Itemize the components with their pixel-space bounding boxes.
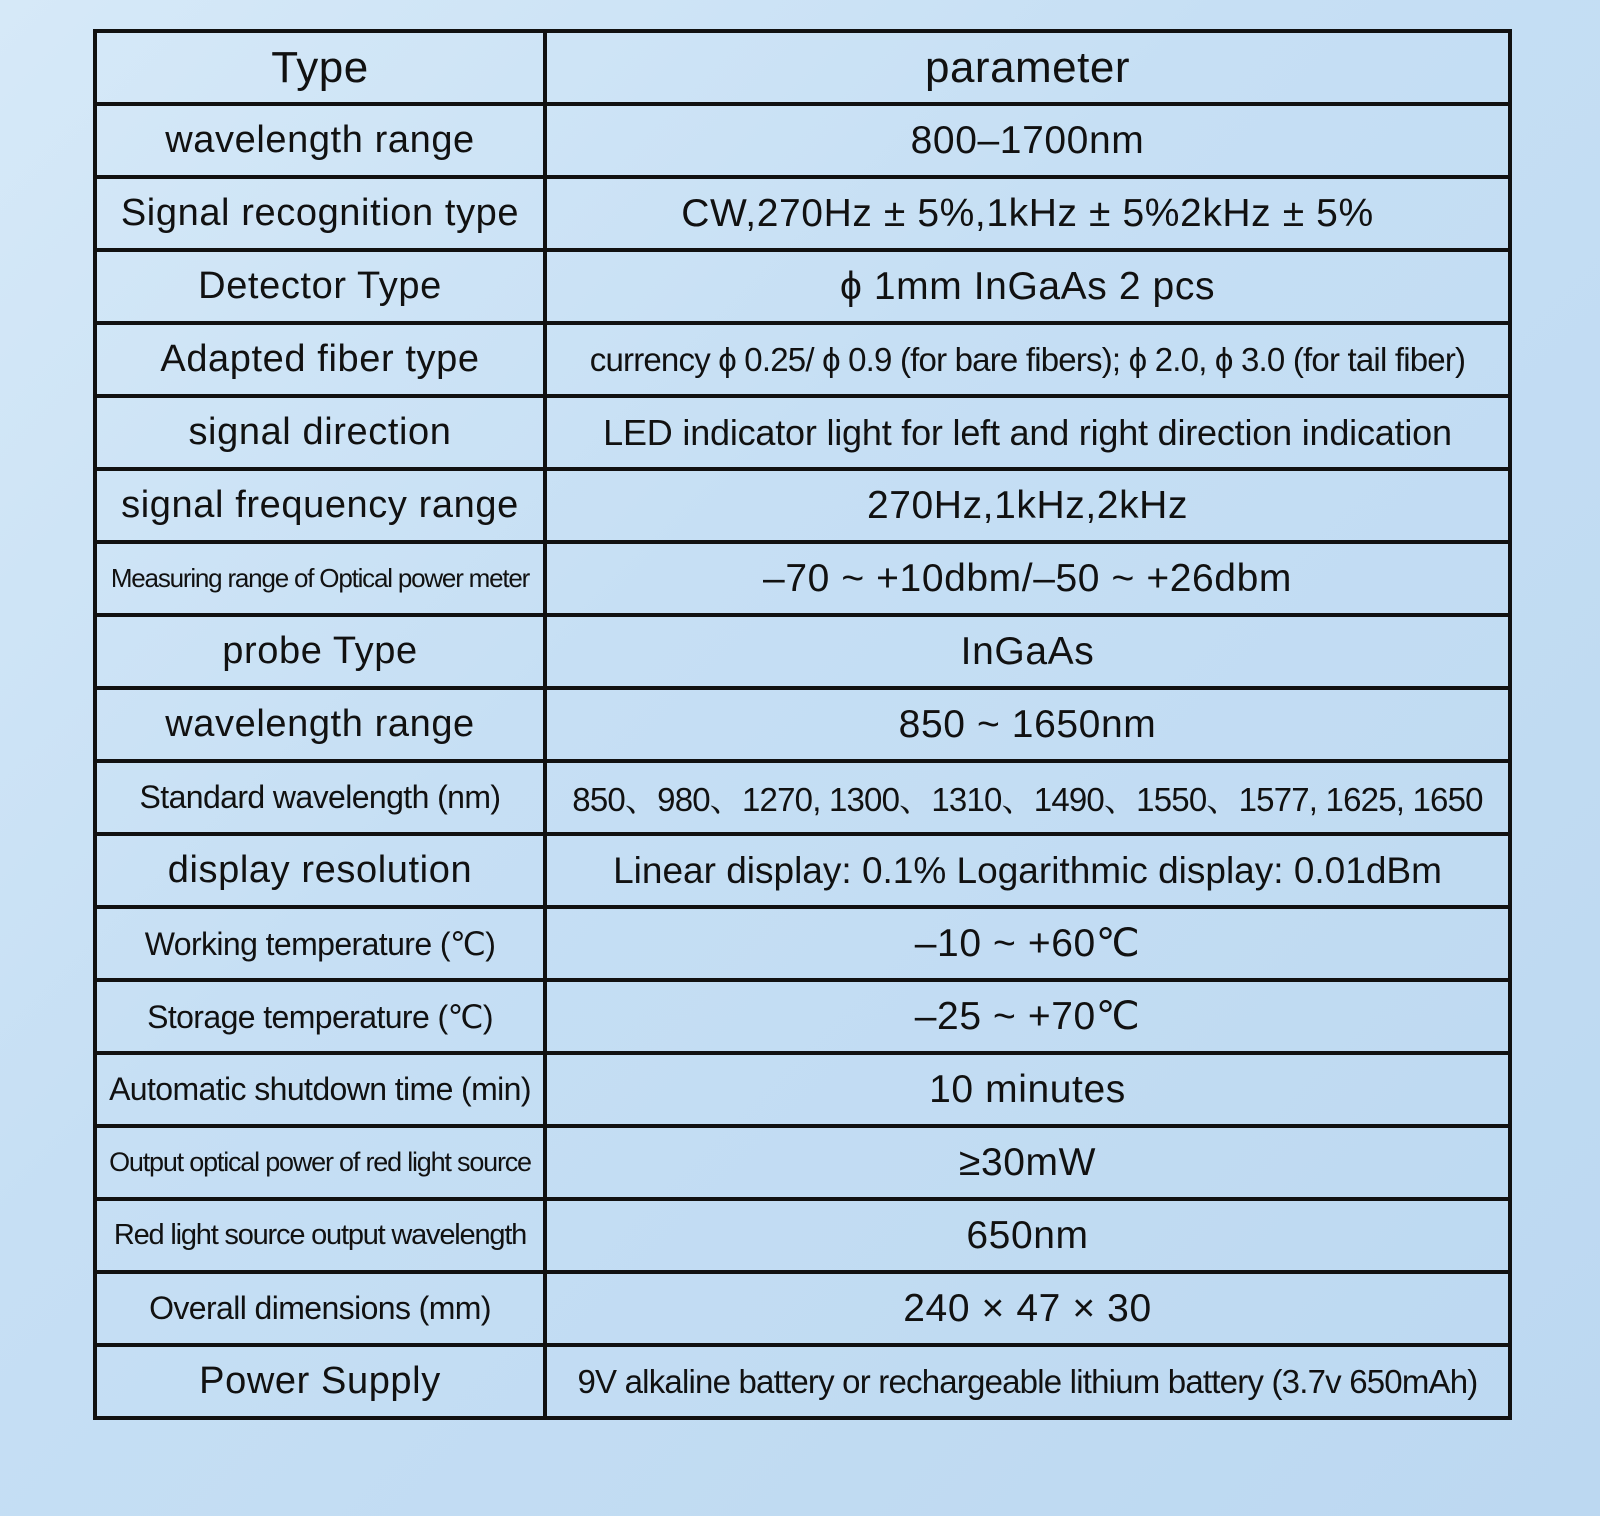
row-value: –25 ~ +70℃ (545, 980, 1510, 1053)
row-value: Linear display: 0.1% Logarithmic display: 0.01dBm (545, 834, 1510, 907)
row-value: currency ϕ 0.25/ ϕ 0.9 (for bare fibers); ϕ 2.0, ϕ 3.0 (for tail fiber) (545, 323, 1510, 396)
table-row (95, 104, 1510, 177)
row-value: 650nm (545, 1199, 1510, 1272)
table-row (95, 834, 1510, 907)
row-value: 270Hz,1kHz,2kHz (545, 469, 1510, 542)
row-label: Measuring range of Optical power meter (95, 542, 545, 615)
row-label: Detector Type (95, 250, 545, 323)
row-label: probe Type (95, 615, 545, 688)
row-value: 850、980、1270, 1300、1310、1490、1550、1577, 1625, 1650 (545, 761, 1510, 834)
row-label: Red light source output wavelength (95, 1199, 545, 1272)
table-row (95, 1053, 1510, 1126)
table-row (95, 688, 1510, 761)
table-row (95, 469, 1510, 542)
table-row (95, 177, 1510, 250)
row-value: 800–1700nm (545, 104, 1510, 177)
table-row (95, 1272, 1510, 1345)
row-label: Working temperature (℃) (95, 907, 545, 980)
row-value: –70 ~ +10dbm/–50 ~ +26dbm (545, 542, 1510, 615)
row-value: ϕ 1mm InGaAs 2 pcs (545, 250, 1510, 323)
specification-table (93, 29, 1512, 1420)
table-row (95, 250, 1510, 323)
table-header-row (95, 31, 1510, 104)
row-label: display resolution (95, 834, 545, 907)
header-parameter: parameter (545, 31, 1510, 104)
row-value: 10 minutes (545, 1053, 1510, 1126)
row-value: LED indicator light for left and right direction indication (545, 396, 1510, 469)
table-row (95, 1126, 1510, 1199)
row-label: signal direction (95, 396, 545, 469)
table-row (95, 980, 1510, 1053)
row-value: 850 ~ 1650nm (545, 688, 1510, 761)
table-row (95, 615, 1510, 688)
row-label: Signal recognition type (95, 177, 545, 250)
row-value: CW,270Hz ± 5%,1kHz ± 5%2kHz ± 5% (545, 177, 1510, 250)
row-label: Automatic shutdown time (min) (95, 1053, 545, 1126)
row-label: Overall dimensions (mm) (95, 1272, 545, 1345)
table-row (95, 323, 1510, 396)
row-label: Power Supply (95, 1345, 545, 1418)
row-value: ≥30mW (545, 1126, 1510, 1199)
row-label: Storage temperature (℃) (95, 980, 545, 1053)
row-label: Adapted fiber type (95, 323, 545, 396)
row-value: –10 ~ +60℃ (545, 907, 1510, 980)
row-label: Standard wavelength (nm) (95, 761, 545, 834)
row-value: 240 × 47 × 30 (545, 1272, 1510, 1345)
row-value: InGaAs (545, 615, 1510, 688)
row-value: 9V alkaline battery or rechargeable lithium battery (3.7v 650mAh) (545, 1345, 1510, 1418)
row-label: wavelength range (95, 104, 545, 177)
spec-sheet (93, 29, 1508, 1420)
table-row (95, 761, 1510, 834)
table-row (95, 1345, 1510, 1418)
table-row (95, 907, 1510, 980)
table-row (95, 1199, 1510, 1272)
header-type: Type (95, 31, 545, 104)
table-row (95, 396, 1510, 469)
row-label: wavelength range (95, 688, 545, 761)
row-label: signal frequency range (95, 469, 545, 542)
row-label: Output optical power of red light source (95, 1126, 545, 1199)
table-row (95, 542, 1510, 615)
